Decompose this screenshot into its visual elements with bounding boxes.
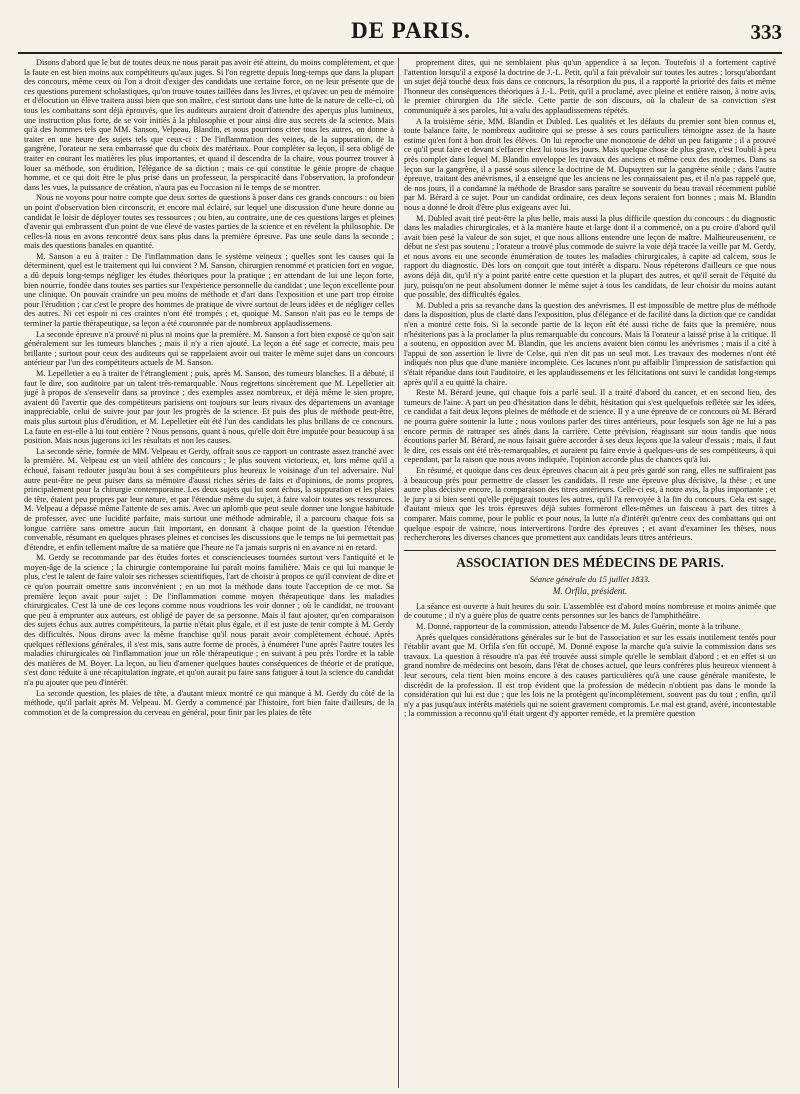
paragraph: La seconde épreuve n'a prouvé ni plus ni moins que la première. M. Sanson a fort bien exposé ce qu'on sait généralement sur les tumeurs blanches ; mais il n'y a rien ajouté. La leçon a été sage et correcte, mais peu brillante ; surtout pour ceux des auditeurs qui se rappelaient avoir oui traiter le même sujet dans un concours antérieur par l'un des compétiteurs actuels de M. Sanson. — [24, 329, 394, 368]
right-column — [404, 58, 776, 1090]
paragraph: Après quelques considérations générales sur le but de l'association et sur les essais inutilement tentés pour l'établir avant que M. Orfila s'en fût occupé, M. Donné expose la marche qu'a suivie la commission dans ses travaux. La question à résoudre n'a pas été trouvée aussi simple qu'elle le semblait d'abord ; et en effet si un grand nombre de médecins ont besoin, dans l'état de choses actuel, que leurs confrères plus heureux viennent à leur secours, cela tient bien moins encore à des causes particulières qu'à une cause générale manifeste, le discrédit de la profession. Il est trop évident que la profession de médecin n'obtient pas dans le monde la considération qui lui est due ; que les lois ne la protègent qu'incomplètement, souvent pas du tout ; enfin, qu'il n'y a pas jusqu'aux intérêts matériels qui ne soient gravement compromis. Le mal est grand, avéré, incontestable ; la commission a reconnu qu'il était urgent d'y apporter remède, et la première question — [404, 632, 776, 719]
paragraph: Disons d'abord que le but de toutes deux ne nous parait pas avoir été atteint, du moins complètement, et que la faute en est bien moins aux compétiteurs qu'aux juges. Si l'on regrette depuis long-temps que dans la plupart des concours, même ceux où l'on a droit d'exiger des candidats une certaine force, on ne leur présente que de ces questions purement scholastiques, qu'on trouve toutes taillées dans les livres, et qu'avec un peu de mémoire et d'élocution un élève traitera aussi bien que son maître, c'est surtout dans une lutte de la nature de celle-ci, où tous les combattans sont déjà éprouvés, que les auditeurs auraient droit d'attendre des aperçus plus lumineux, une instruction plus forte, de se voir initiés à la philosophie et pour ainsi dire aux secrets de la science. Mais qu'à des hommes tels que MM. Sanson, Velpeau, Blandin, et nous pourrions citer tous les autres, on donne à traiter en une heure des sujets tels que ceux-ci : De l'inflammation des veines, de la suppuration, de la gangrène, l'orateur ne sera embarrassé que du choix des matériaux. Pour compléter sa leçon, il sera obligé de traiter en courant les matières les plus importantes, et quand il descendra de la chaire, vous pourrez trouver à louer sa méthode, son érudition, l'élégance de sa diction ; mais ce qui constitue le génie propre de chaque homme, et ce qui doit être le plus prisé dans un professeur, la perspicacité dans l'observation, la profondeur dans les vues, la puissance de création, n'aura pas eu l'occasion ni le temps de se montrer. — [24, 58, 394, 192]
paragraph: proprement dites, qui ne semblaient plus qu'un appendice à sa leçon. Toutefois il a fortement captivé l'attention lorsqu'il a exposé la doctrine de J.-L. Petit, qu'il a fait prévaloir sur toutes les autres ; lorsqu'abordant un sujet déjà touché deux fois dans ce concours, la résorption du pus, il a rapporté la priorité des faits et même l'honneur des conséquences théoriques à J.-L. Petit, qu'il a proclamé, avec pleine et entière raison, à notre avis, le premier chirurgien du 18e siècle. Cette partie de son discours, où la chaleur de sa conviction s'est communiquée à ses paroles, lui a valu des applaudissemens répétés. — [404, 58, 776, 115]
paragraph: En résumé, et quoique dans ces deux épreuves chacun ait à peu près gardé son rang, elles ne suffiraient pas à beaucoup près pour permettre de classer les candidats. Il reste une épreuve plus décisive, la thèse ; et une autre plus décisive encore, la comparaison des titres antérieurs. Celle-ci est, à notre avis, la plus importante ; et le jury a si bien senti qu'elle préjugeait toutes les autres, qu'il l'a renvoyée à la fin du concours. Cela est sage, d'autant mieux que les trois épreuves déjà subies formeront elles-mêmes un faisceau à part des titres à comparer. Mais comme, pour le public et pour nous, la lutte n'a d'intérêt qu'entre ceux des combattans qui ont quelque espoir de vaincre, nous intervertirons l'ordre des épreuves ; et avant d'examiner les thèses, nous rechercherons les diverses chances que promettent aux candidats leurs titres antérieurs. — [404, 465, 776, 543]
page-header — [40, 10, 782, 50]
paragraph: M. Dubled avait tiré peut-être la plus belle, mais aussi la plus difficile question du concours : du diagnostic dans les maladies chirurgicales, et à la manière haute et large dont il a commencé, on a pu croire d'abord qu'il avait bien pesé la valeur de son sujet, et que nous allions entendre une leçon de maître. Malheureusement, ce début ne s'est pas soutenu ; l'orateur a trouvé plus commode de suivre la voie déjà tracée la veille par M. Gerdy, et nous avons eu une seconde énumération de toutes les maladies chirurgicales, à capite ad calcem, sous le rapport du diagnostic. Dès lors on conçoit que tout intérêt a disparu. Nous répéterons d'ailleurs ce que nous avons déjà dit, qu'il n'y a point parité entre cette question et la plupart des autres, et qu'il serait de l'équité du jury, puisqu'on ne peut absolument donner le même sujet à tous les candidats, de leur choisir du moins autant que possible, des difficultés égales. — [404, 213, 776, 300]
column-divider — [398, 58, 399, 1088]
paragraph: M. Sanson a eu à traiter : De l'inflammation dans le système veineux ; quelles sont les causes qui la déterminent, quel est le traitement qui lui convient ? M. Sanson, chirurgien renommé et praticien fort en vogue, a dû depuis long-temps négliger les études théoriques pour la pratique ; en attendant de lui une leçon forte, bien nourrie, fondée dans toutes ses parties sur l'expérience personnelle du candidat ; une leçon excellente pour une clinique. On pouvait craindre un peu moins de méthode et d'art dans l'exposition et une part trop étroite pour l'érudition ; car c'est le propre des hommes de pratique de vivre surtout de leurs idées et de négliger celles des autres. Ni cet espoir ni ces craintes n'ont été trompés ; et, quoique M. Sanson n'ait pas eu le temps de terminer la partie thérapeutique, sa leçon a été couronnée par de nombreux applaudissemens. — [24, 251, 394, 329]
running-title: DE PARIS. — [351, 18, 471, 43]
paragraph: La seconde série, formée de MM. Velpeau et Gerdy, offrait sous ce rapport un contraste assez tranché avec la première. M. Velpeau est un vieil athlète des concours ; le plus souvent victorieux, et, lors même qu'il a échoué, faisant redouter jusqu'au bout à ses compétiteurs plus heureux le voisinage d'un tel adversaire. Nul autre peut-être ne peut puiser dans sa mémoire d'aussi riches séries de faits et d'opinions, de noms propres, principalement pour la chirurgie contemporaine. Les deux sujets qui lui sont échus, la suppuration et les plaies de tête, étaient peu propres par leur nature, et par l'étendue même du sujet, à faire valoir toutes ses ressources. M. Velpeau a dépassé même l'attente de ses amis. Avec un aplomb que peut seule donner une longue habitude de professer, avec une lucidité parfaite, mais surtout une méthode admirable, il a parcouru chaque fois sa longue carrière sans omettre aucun fait important, en donnant à chaque point de la question l'étendue convenable, résumant en quelques phrases pleines et concises les discussions que le temps ne lui permettait pas d'étendre, et enfin tellement maître de sa matière que l'heure ne l'a jamais surpris ni en avance ni en retard. — [24, 446, 394, 552]
left-column — [24, 58, 394, 1090]
paragraph: La seconde question, les plaies de tête, a d'autant mieux montré ce qui manque à M. Gerdy du côté de la méthode, qu'il parlait après M. Velpeau. M. Gerdy a commencé par l'histoire, fort bien faite d'ailleurs, de la commotion et de la compression du cerveau en général, pour finir par les plaies de tête — [24, 688, 394, 717]
paragraph: M. Lepelletier a eu à traiter de l'étranglement ; puis, après M. Sanson, des tumeurs blanches. Il a débuté, il faut le dire, son auditoire par un talent très-remarquable. Nous regrettons sincèrement que M. Lepelletier ait jugé à propos de s'ensevelir dans sa province ; des exemples assez nombreux, et déjà même le sien propre, avaient dû l'avertir que des compétiteurs parisiens ont toujours sur leurs rivaux des départemens un avantage inappréciable, celui de suivre jour par jour les progrès de la science. Et puis des plus de méthode peut-être, mais plus surtout plus d'érudition, et M. Lepelletier eût été l'un des candidats les plus brillans de ce concours. La faute en est-elle à lui tout entière ? Nous pensons, quant à nous, qu'elle doit être imputée pour beaucoup à sa position. Mais nous jugerons ici les résultats et non les causes. — [24, 369, 394, 446]
paragraph: Reste M. Bérard jeune, qui chaque fois a parlé seul. Il a traité d'abord du cancer, et en second lieu, des tumeurs de l'aine. A part un peu d'hésitation dans le débit, hésitation qui s'est quelquefois reflétée sur les idées, ce candidat a fait deux leçons pleines de méthode et de science. Il y a une épreuve de ce concours où M. Bérard ne pourra guère soutenir la lutte ; nous voulons parler des titres antérieurs, pour lesquels son âge ne lui a pas encore permis de rattraper ses aînés dans la carrière. Cette prévision, réagissant sur nous tandis que nous écoutions parler M. Bérard, ne nous faisait guère accorder à ses deux leçons que la valeur d'essais ; mais, il faut le dire, ces essais ont été très-remarquables, et auraient pu faire envie à quelques-uns de ses compétiteurs, à qui cependant, par la raison que nous avons indiquée, l'opinion accorde plus de chances qu'à lui. — [404, 388, 776, 465]
section-rule — [404, 550, 776, 551]
section-title: ASSOCIATION DES MÉDECINS DE PARIS. — [456, 554, 724, 570]
paragraph: M. Gerdy se recommande par des études fortes et consciencieuses tournées surtout vers l'antiquité et le moyen-âge de la science ; la chirurgie contemporaine lui paraît moins familière. Mais ce qui lui manque le plus, c'est le talent de faire valoir ses richesses scientifiques, l'art de choisir à propos ce qu'il convient de dire et ce qu'on pourrait omettre sans inconvénient ; en un mot la méthode dans toute l'acception de ce mot. Sa première leçon avait pour sujet : De l'inflammation comme moyen thérapeutique dans les maladies chirurgicales. C'est là une de ces leçons comme nous voudrions les voir donner ; où le candidat, ne trouvant que peu à emprunter aux auteurs, est obligé de payer de sa personne. Mais il faut ajouter, qu'en comparaison des sujets échus aux autres compétiteurs, la partie n'était plus égale, et il est juste de tenir compte à M. Gerdy des difficultés. Nous dirons avec la même franchise qu'il nous parait avoir complètement échoué. Après quelques réflexions générales, il s'est mis, sans autre forme de procès, à énumérer l'une après l'autre toutes les maladies chirurgicales où l'inflammation joue un rôle thérapeutique ; en suivant à peu près l'ordre et la table des matières de M. Boyer. La leçon, au lieu d'amener quelques hautes conséquences de théorie et de pratique, s'est donc réduite à une récapitulation ingrate, et qu'on aurait pu faire sans fatiguer à tout la science du candidat n'a pu ajouter que peu d'intérêt. — [24, 553, 394, 687]
page-number: 333 — [750, 20, 782, 44]
session-date: Séance générale du 15 juillet 1833. — [529, 573, 651, 584]
paragraph: M. Donné, rapporteur de la commission, attendu l'absence de M. Jules Guérin, monte à la tribune. — [416, 622, 741, 632]
paragraph: La séance est ouverte à huit heures du soir. L'assemblée est d'abord moins nombreuse et moins animée que de coutume ; il n'y a guère plus de quatre cents personnes sur les bancs de l'amphithéâtre. — [404, 601, 776, 621]
header-rule — [18, 52, 782, 54]
paragraph: A la troisième série, MM. Blandin et Dubled. Les qualités et les défauts du premier sont bien connus et, toute balance faite, le nombreux auditoire qui se presse à ses cours particuliers témoigne assez de la haute estime qu'en font à bon droit les élèves. On lui reproche une monotonie de débit un peu fatigante ; il a prouvé ce qu'il peut faire et devant s'effacer chez lui tous les jours. Mais quelque chose de plus grave, c'est l'oubli à peu près complet dans lequel M. Blandin enveloppe les travaux des anciens et même ceux des modernes. Dans sa leçon sur la gangrène, il a passé sous silence la doctrine de M. Dupuytren sur la gangrène sénile ; dans l'autre épreuve, traitant des anévrismes, il a enseigné que les anciens ne les connaissaient pas, et il n'a pas rappelé que, de nos jours, il a condamné la méthode de Brasdor sans paraître se souvenir du beau travail récemment publié par M. Bérard à ce sujet. Pour un candidat ordinaire, ces deux leçons seraient fort bonnes ; mais M. Blandin nous a donné le droit d'être plus exigeans avec lui. — [404, 116, 776, 212]
paragraph: Nous ne voyons pour notre compte que deux sortes de questions à poser dans ces grands concours : ou bien un point d'observation bien circonscrit, et encore mal éclairé, sur lequel une discussion d'une heure donne au candidat le loisir de déployer toutes ses ressources ; ou bien, au contraire, une de ces questions larges et pleines d'avenir qui embrassent d'un point de vue élevé de vastes parties de la science et en révèlent la philosophie. De celles-là nous en avons rencontré deux sans plus dans la première épreuve. Pas une seule dans la seconde ; mais des questions banales en quantité. — [24, 193, 394, 251]
session-president: M. Orfila, président. — [552, 586, 628, 597]
paragraph: M. Dubled a pris sa revanche dans la question des anévrismes. Il est impossible de mettre plus de méthode dans la disposition, plus de clarté dans l'exposition, plus d'élégance et de facilité dans la diction que ce candidat n'en a montré cette fois. Si la seconde partie de la leçon eût été aussi riche de faits que la première, nous n'hésiterions pas à la proclamer la plus remarquable du concours. Mais là l'orateur a laissé prise à la critique. Il a soutenu, en opposition avec M. Blandin, que les anciens avaient bien connu les anévrismes ; mais il a cité à l'appui de son assertion le livre de Celse, qui n'en dit pas un seul mot. Les travaux des modernes n'ont été indiqués non plus que d'une manière incomplète. Ces lacunes n'ont pu affaiblir l'impression de satisfaction qui s'était répandue dans tout l'auditoire, et les applaudissemens et les félicitations ont suivi le candidat long-temps après qu'il a eu quitté la chaire. — [404, 300, 776, 387]
